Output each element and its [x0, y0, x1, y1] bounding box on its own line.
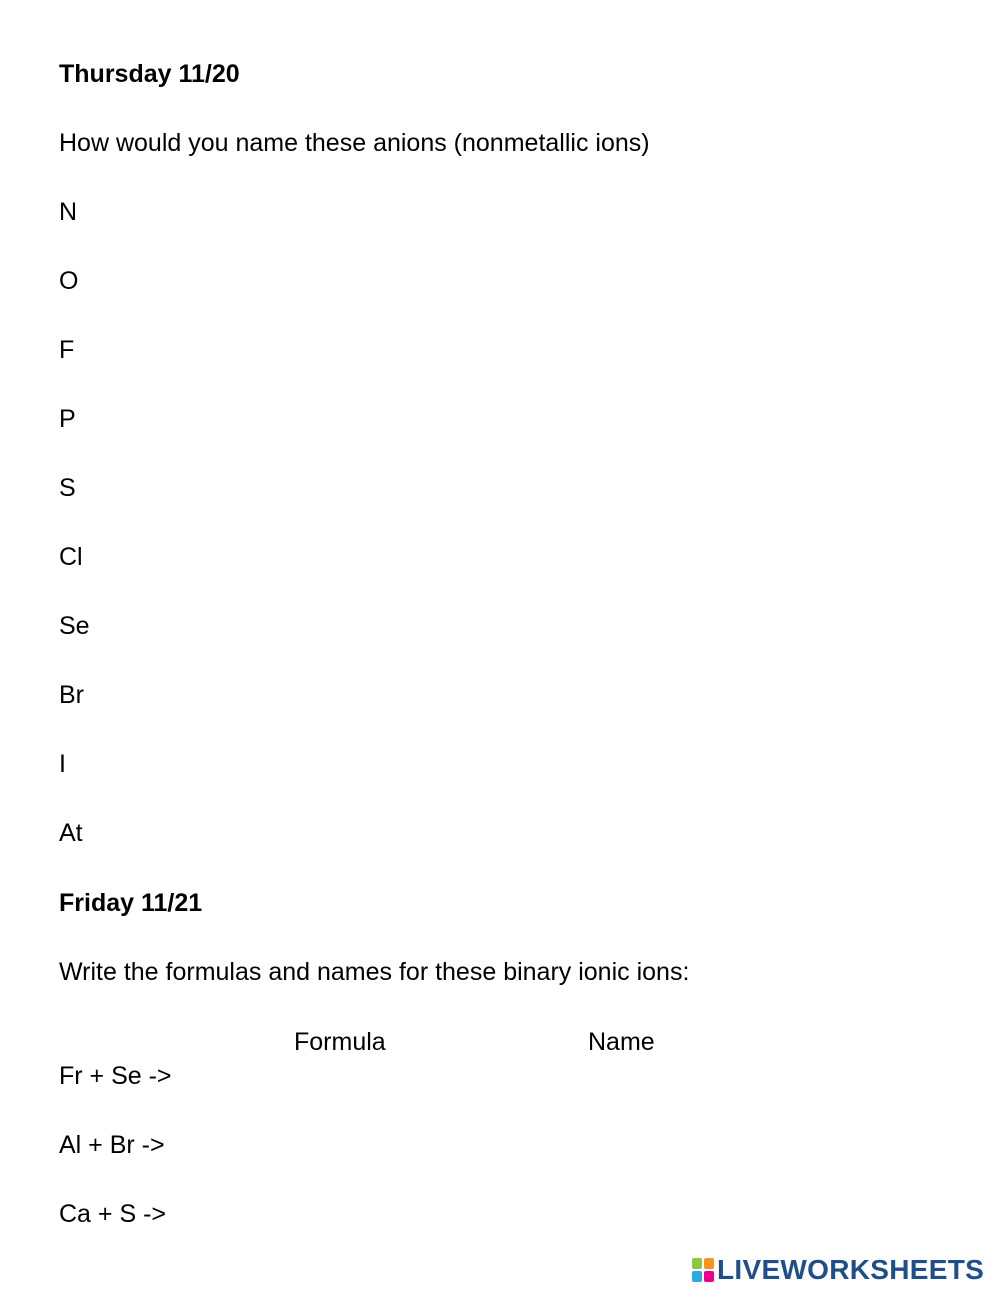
thursday-heading: Thursday 11/20 — [59, 60, 240, 88]
thursday-prompt: How would you name these anions (nonmetallic ions) — [59, 129, 650, 157]
reaction-item: Ca + S -> — [59, 1200, 166, 1228]
name-column-header: Name — [588, 1028, 655, 1056]
liveworksheets-logo — [692, 1254, 984, 1286]
friday-prompt: Write the formulas and names for these binary ionic ions: — [59, 958, 690, 986]
liveworksheets-logo-text: LIVEWORKSHEETS — [717, 1254, 985, 1285]
element-item: I — [59, 750, 66, 778]
element-item: Br — [59, 681, 84, 709]
element-item: Se — [59, 612, 90, 640]
reaction-item: Al + Br -> — [59, 1131, 165, 1159]
element-item: S — [59, 474, 76, 502]
element-item: N — [59, 198, 78, 226]
element-item: Cl — [59, 543, 83, 571]
formula-column-header: Formula — [294, 1028, 386, 1056]
element-item: F — [59, 336, 75, 364]
liveworksheets-logo-icon — [692, 1258, 714, 1282]
element-item: P — [59, 405, 76, 433]
element-item: O — [59, 267, 79, 295]
reaction-item: Fr + Se -> — [59, 1062, 172, 1090]
element-item: At — [59, 819, 83, 847]
friday-heading: Friday 11/21 — [59, 889, 203, 917]
